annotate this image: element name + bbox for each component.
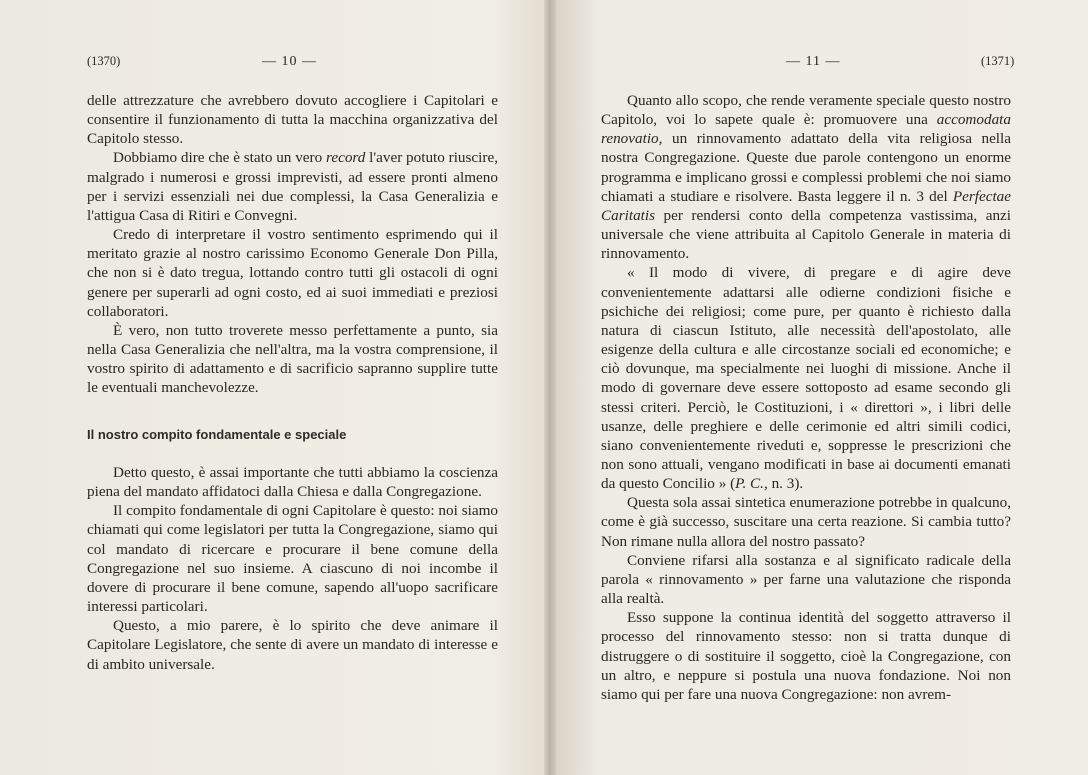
right-text-block — [601, 91, 1011, 704]
left-text-block-1 — [87, 91, 498, 398]
paragraph — [87, 91, 498, 148]
page-number-left: — 10 — — [262, 54, 317, 69]
paragraph — [601, 551, 1011, 608]
italic-text: Perfectae Caritatis — [601, 187, 1011, 224]
left-text-block-2 — [87, 463, 498, 674]
text-run: delle attrezzature che avrebbero dovuto accogliere i Capitolari e consentire il funzionamento di tutta la macchina organizzativa del Capitolo stesso. — [87, 92, 498, 148]
paragraph — [87, 501, 498, 616]
paragraph — [87, 616, 498, 673]
page-code-left: (1370) — [87, 54, 121, 68]
italic-text: P. C., — [735, 475, 768, 493]
text-run: « Il modo di vivere, di pregare e di agire deve convenientemente adattarsi alle odierne condizioni fisiche e psichiche dei religiosi; come pure, per quanto è richiesto dalla natura di ciascun Istituto, alle necessità dell'apostolato, alle esigenze della cultura e alle circostanze sociali ed economiche; e ciò dovunque, ma specialmente nei luoghi di missione. Anche il modo di governare deve essere sottoposto ad esame secondo gli stessi criteri. Perciò, le Costituzioni, i « direttori », i libri delle usanze, delle preghiere e delle cerimonie ed altri simili codici, siano convenientemente riveduti e, soppresse le prescrizioni che non sono attuali, vengano modificati in base ai documenti emanati da questo Concilio » ( — [601, 264, 1011, 493]
text-run: l'aver potuto riuscire, malgrado i numerosi e grossi imprevisti, ad essere pronti almeno per i servizi essenziali nei due complessi, la Casa Generalizia e l'attigua Casa di Ritiri e Convegni. — [87, 149, 498, 224]
text-run: Conviene rifarsi alla sostanza e al significato radicale della parola « rinnovamento » per farne una valutazione che risponda alla realtà. — [601, 551, 1011, 608]
text-run: n. 3). — [767, 475, 804, 493]
italic-text: accomodata renovatio, — [601, 111, 1011, 148]
page-code-right: (1371) — [981, 54, 1015, 68]
text-run: Credo di interpretare il vostro sentimento esprimendo qui il meritato grazie al nostro carissimo Economo Generale Don Pilla, che non si è dato tregua, lottando contro tutti gli ostacoli di ogni genere per superarli ad ogni costo, ed ai suoi immediati e preziosi collaboratori. — [87, 226, 498, 320]
text-run: Questo, a mio parere, è lo spirito che deve animare il Capitolare Legislatore, che sente di avere un mandato di interesse e di ambito universale. — [87, 617, 498, 673]
text-run: È vero, non tutto troverete messo perfettamente a punto, sia nella Casa Generalizia che nell'altra, ma la vostra comprensione, il vostro spirito di adattamento e di sacrificio sapranno supplire tutte le eventuali manchevolezze. — [87, 321, 498, 397]
text-run: Questa sola assai sintetica enumerazione potrebbe in qualcuno, come è già successo, suscitare una certa reazione. Si cambia tutto? Non rimane nulla allora del nostro passato? — [601, 494, 1011, 550]
paragraph — [87, 148, 498, 225]
text-run: Il compito fondamentale di ogni Capitolare è questo: noi siamo chiamati qui come legislatori per tutta la Congregazione, siamo qui col mandato di ricercare e procurare il bene comune della Congregazione nel suo insieme. A ciascuno di noi incombe il dovere di procurare il bene comune, sapendo all'uopo sacrificare interessi particolari. — [87, 502, 498, 616]
page-number-right: — 11 — — [786, 54, 841, 69]
italic-text: record — [325, 149, 366, 167]
paragraph — [601, 493, 1011, 550]
text-run: Esso suppone la continua identità del soggetto attraverso il processo del rinnovamento stesso: non si tratta dunque di distruggere o di sostituire il soggetto, cioè la Congregazione, con un altro, e neppure si postula una nuova fondazione. Noi non siamo qui per fare una nuova Congregazione: non avrem- — [601, 609, 1011, 703]
paragraph — [601, 608, 1011, 704]
paragraph — [87, 321, 498, 398]
text-run: Detto questo, è assai importante che tutti abbiamo la coscienza piena del mandato affidatoci dalla Chiesa e dalla Congregazione. — [87, 464, 498, 501]
text-run: Quanto allo scopo, che rende veramente speciale questo nostro Capitolo, voi lo sapete quale è: promuovere una — [601, 92, 1011, 129]
right-page — [552, 0, 1088, 775]
text-run: per rendersi conto della competenza vastissima, anzi universale che viene attribuita al Capitolo Generale in materia di rinnovamento. — [601, 206, 1011, 263]
text-run: un rinnovamento adattato della vita religiosa nella nostra Congregazione. Queste due parole contengono un enorme programma e implicano grossi e complessi problemi che noi siamo chiamati a studiare e risolvere. Basta leggere il n. 3 del — [601, 130, 1011, 205]
paragraph — [87, 225, 498, 321]
paragraph — [87, 463, 498, 501]
paragraph — [601, 263, 1011, 493]
section-heading: Il nostro compito fondamentale e speciale — [87, 427, 347, 442]
text-run: Dobbiamo dire che è stato un vero — [113, 149, 326, 167]
paragraph — [601, 91, 1011, 263]
